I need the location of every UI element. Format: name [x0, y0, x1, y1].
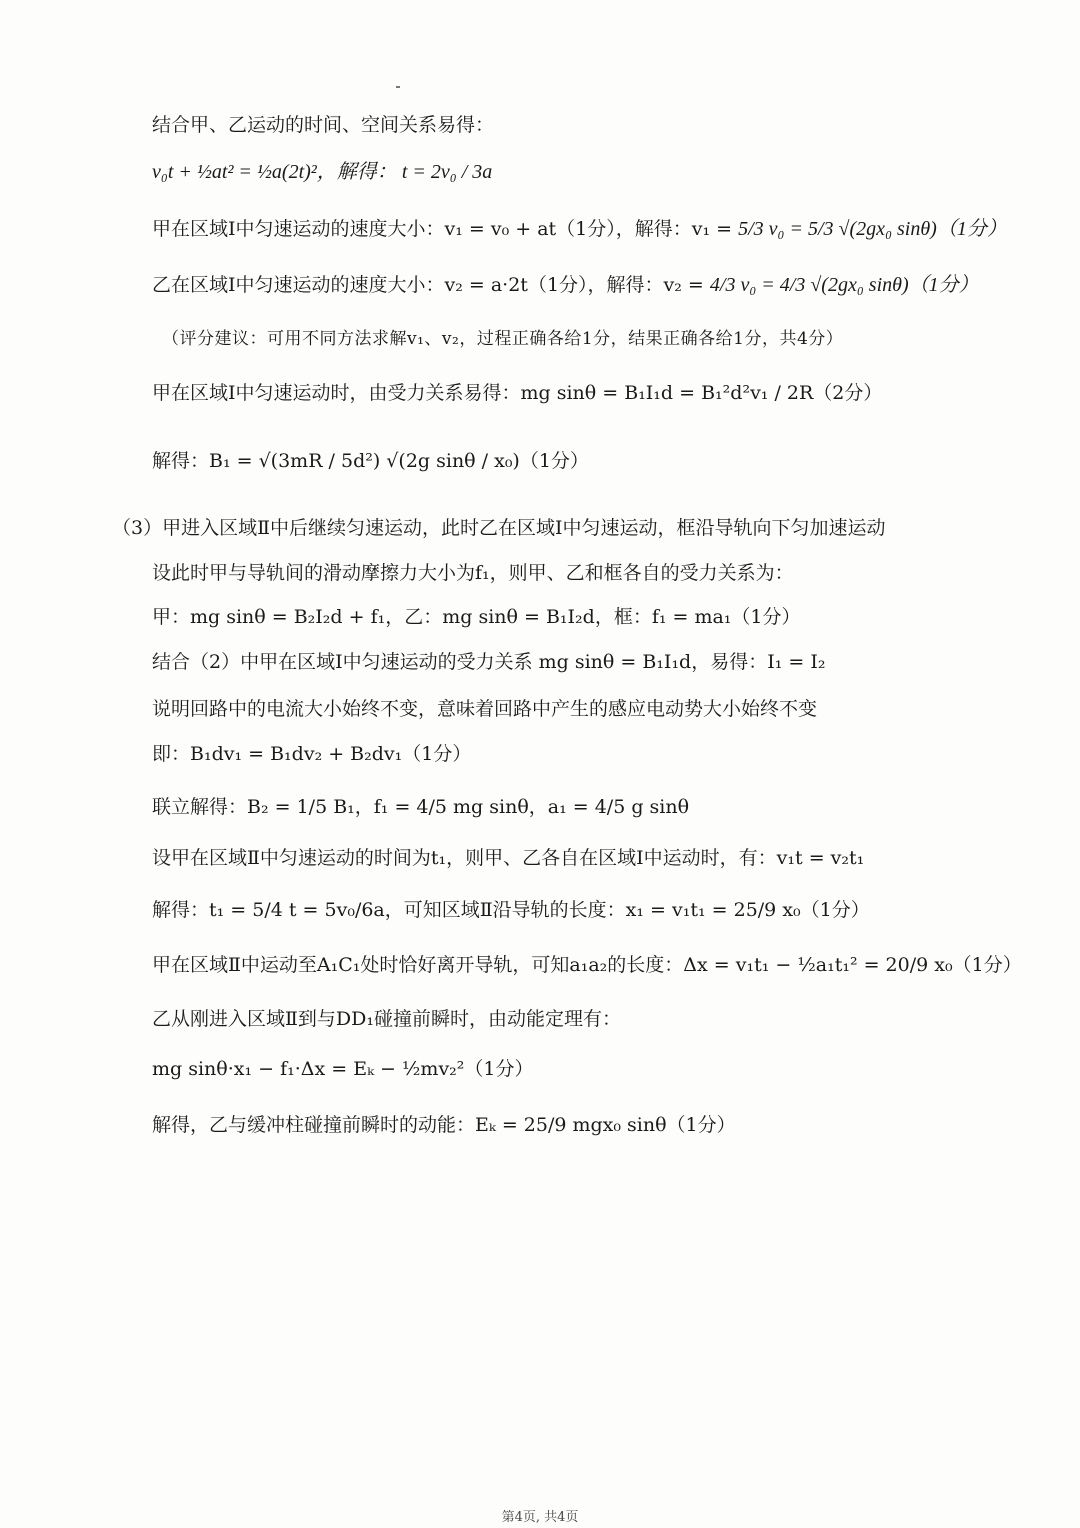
- text-line: 结合甲、乙运动的时间、空间关系易得：: [152, 114, 495, 136]
- equation-line: v₀t + ½at² = ½a(2t)²，解得： t = 2v₀ / 3a: [152, 161, 493, 183]
- text-line: 甲在区域Ⅱ中运动至A₁C₁处时恰好离开导轨，可知a₁a₂的长度：Δx = v₁t₁ − ½a₁t₁² = 20/9 x₀（1分）: [152, 954, 1022, 976]
- text-line: 结合（2）中甲在区域Ⅰ中匀速运动的受力关系 mg sinθ = B₁I₁d，易得：I₁ = I₂: [152, 651, 826, 673]
- text-line: 说明回路中的电流大小始终不变，意味着回路中产生的感应电动势大小始终不变: [152, 698, 818, 720]
- equation-line: 即：B₁dv₁ = B₁dv₂ + B₂dv₁（1分）: [152, 743, 472, 765]
- text-line: 设此时甲与导轨间的滑动摩擦力大小为f₁，则甲、乙和框各自的受力关系为：: [152, 562, 794, 584]
- equation-line: 联立解得：B₂ = 1/5 B₁，f₁ = 4/5 mg sinθ，a₁ = 4/5 g sinθ: [152, 796, 690, 818]
- text-line: 甲在区域Ⅰ中匀速运动时，由受力关系易得：mg sinθ = B₁I₁d = B₁²d²v₁ / 2R（2分）: [152, 382, 883, 404]
- section-heading: （3）甲进入区域Ⅱ中后继续匀速运动，此时乙在区域Ⅰ中匀速运动，框沿导轨向下匀加速运动: [112, 517, 886, 539]
- equation-line: 甲：mg sinθ = B₂I₂d + f₁，乙：mg sinθ = B₁I₂d，框：f₁ = ma₁（1分）: [152, 606, 801, 628]
- equation-line: mg sinθ·x₁ − f₁·Δx = Eₖ − ½mv₂²（1分）: [152, 1058, 534, 1080]
- text-line: 乙从刚进入区域Ⅱ到与DD₁碰撞前瞬时，由动能定理有：: [152, 1008, 621, 1030]
- text-line: 解得：B₁ = √(3mR / 5d²) √(2g sinθ / x₀)（1分）: [152, 450, 589, 472]
- text-line: 甲在区域Ⅰ中匀速运动的速度大小：v₁ = v₀ + at（1分），解得：v₁ = 5/3 v₀ = 5/3 √(2gx₀ sinθ)（1分）: [152, 218, 1007, 240]
- text-line: 设甲在区域Ⅱ中匀速运动的时间为t₁，则甲、乙各自在区域Ⅰ中运动时，有：v₁t = v₂t₁: [152, 847, 865, 869]
- page-footer: 第4页, 共4页: [501, 1510, 579, 1525]
- text-line: 解得，乙与缓冲柱碰撞前瞬时的动能：Eₖ = 25/9 mgx₀ sinθ（1分）: [152, 1114, 736, 1136]
- text-line: 解得：t₁ = 5/4 t = 5v₀/6a，可知区域Ⅱ沿导轨的长度：x₁ = v₁t₁ = 25/9 x₀（1分）: [152, 899, 870, 921]
- text-line: 乙在区域Ⅰ中匀速运动的速度大小：v₂ = a·2t（1分），解得：v₂ = 4/3 v₀ = 4/3 √(2gx₀ sinθ)（1分）: [152, 274, 979, 296]
- scan-mark: [396, 86, 400, 88]
- grading-note: （评分建议：可用不同方法求解v₁、v₂，过程正确各给1分，结果正确各给1分，共4分）: [162, 329, 844, 349]
